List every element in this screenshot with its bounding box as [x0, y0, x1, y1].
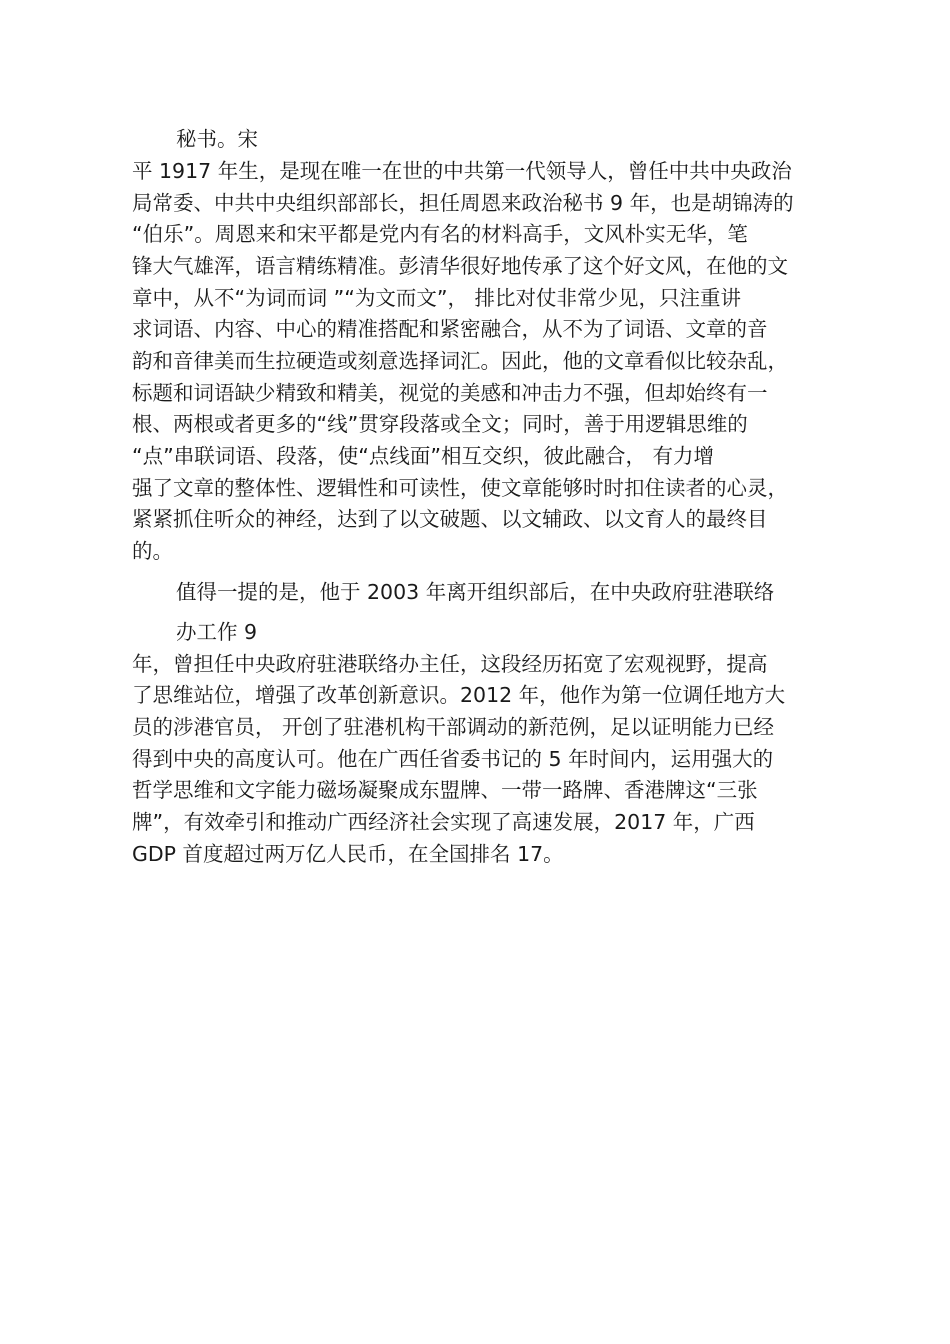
text-line: “伯乐”。周恩来和宋平都是党内有名的材料高手，文风朴实无华，笔: [132, 222, 748, 246]
text-line: 根、两根或者更多的“线”贯穿段落或全文；同时，善于用逻辑思维的: [132, 412, 748, 436]
text-line: 办工作 9: [176, 620, 258, 644]
text-line: 值得一提的是，他于 2003 年离开组织部后，在中央政府驻港联络: [176, 580, 775, 604]
text-line: 局常委、中共中央组织部部长，担任周恩来政治秘书 9 年，也是胡锦涛的: [132, 191, 794, 215]
text-line: 秘书。宋: [176, 127, 258, 151]
text-line: 锋大气雄浑，语言精练精准。彭清华很好地传承了这个好文风，在他的文: [132, 254, 788, 278]
text-line: 牌”，有效牵引和推动广西经济社会实现了高速发展，2017 年，广西: [132, 810, 755, 834]
text-line: 章中，从不“为词而词 ”“为文而文”， 排比对仗非常少见，只注重讲: [132, 286, 742, 310]
text-line: 强了文章的整体性、逻辑性和可读性，使文章能够时时扣住读者的心灵，: [132, 476, 788, 500]
text-line: 韵和音律美而生拉硬造或刻意选择词汇。因此，他的文章看似比较杂乱，: [132, 349, 788, 373]
text-line: 平 1917 年生，是现在唯一在世的中共第一代领导人，曾任中共中央政治: [132, 159, 792, 183]
text-line: 紧紧抓住听众的神经，达到了以文破题、以文辅政、以文育人的最终目: [132, 507, 768, 531]
text-line: 标题和词语缺少精致和精美，视觉的美感和冲击力不强，但却始终有一: [132, 381, 768, 405]
text-line: 求词语、内容、中心的精准搭配和紧密融合，从不为了词语、文章的音: [132, 317, 768, 341]
text-line: 哲学思维和文字能力磁场凝聚成东盟牌、一带一路牌、香港牌这“三张: [132, 778, 758, 802]
text-line: 得到中央的高度认可。他在广西任省委书记的 5 年时间内，运用强大的: [132, 747, 774, 771]
text-line: 年，曾担任中央政府驻港联络办主任，这段经历拓宽了宏观视野，提高: [132, 652, 768, 676]
text-line: 员的涉港官员， 开创了驻港机构干部调动的新范例，足以证明能力已经: [132, 715, 775, 739]
text-line: 了思维站位，增强了改革创新意识。2012 年，他作为第一位调任地方大: [132, 683, 786, 707]
text-line: GDP 首度超过两万亿人民币，在全国排名 17。: [132, 842, 564, 866]
text-line: 的。: [132, 539, 173, 563]
text-line: “点”串联词语、段落，使“点线面”相互交织，彼此融合， 有力增: [132, 444, 714, 468]
